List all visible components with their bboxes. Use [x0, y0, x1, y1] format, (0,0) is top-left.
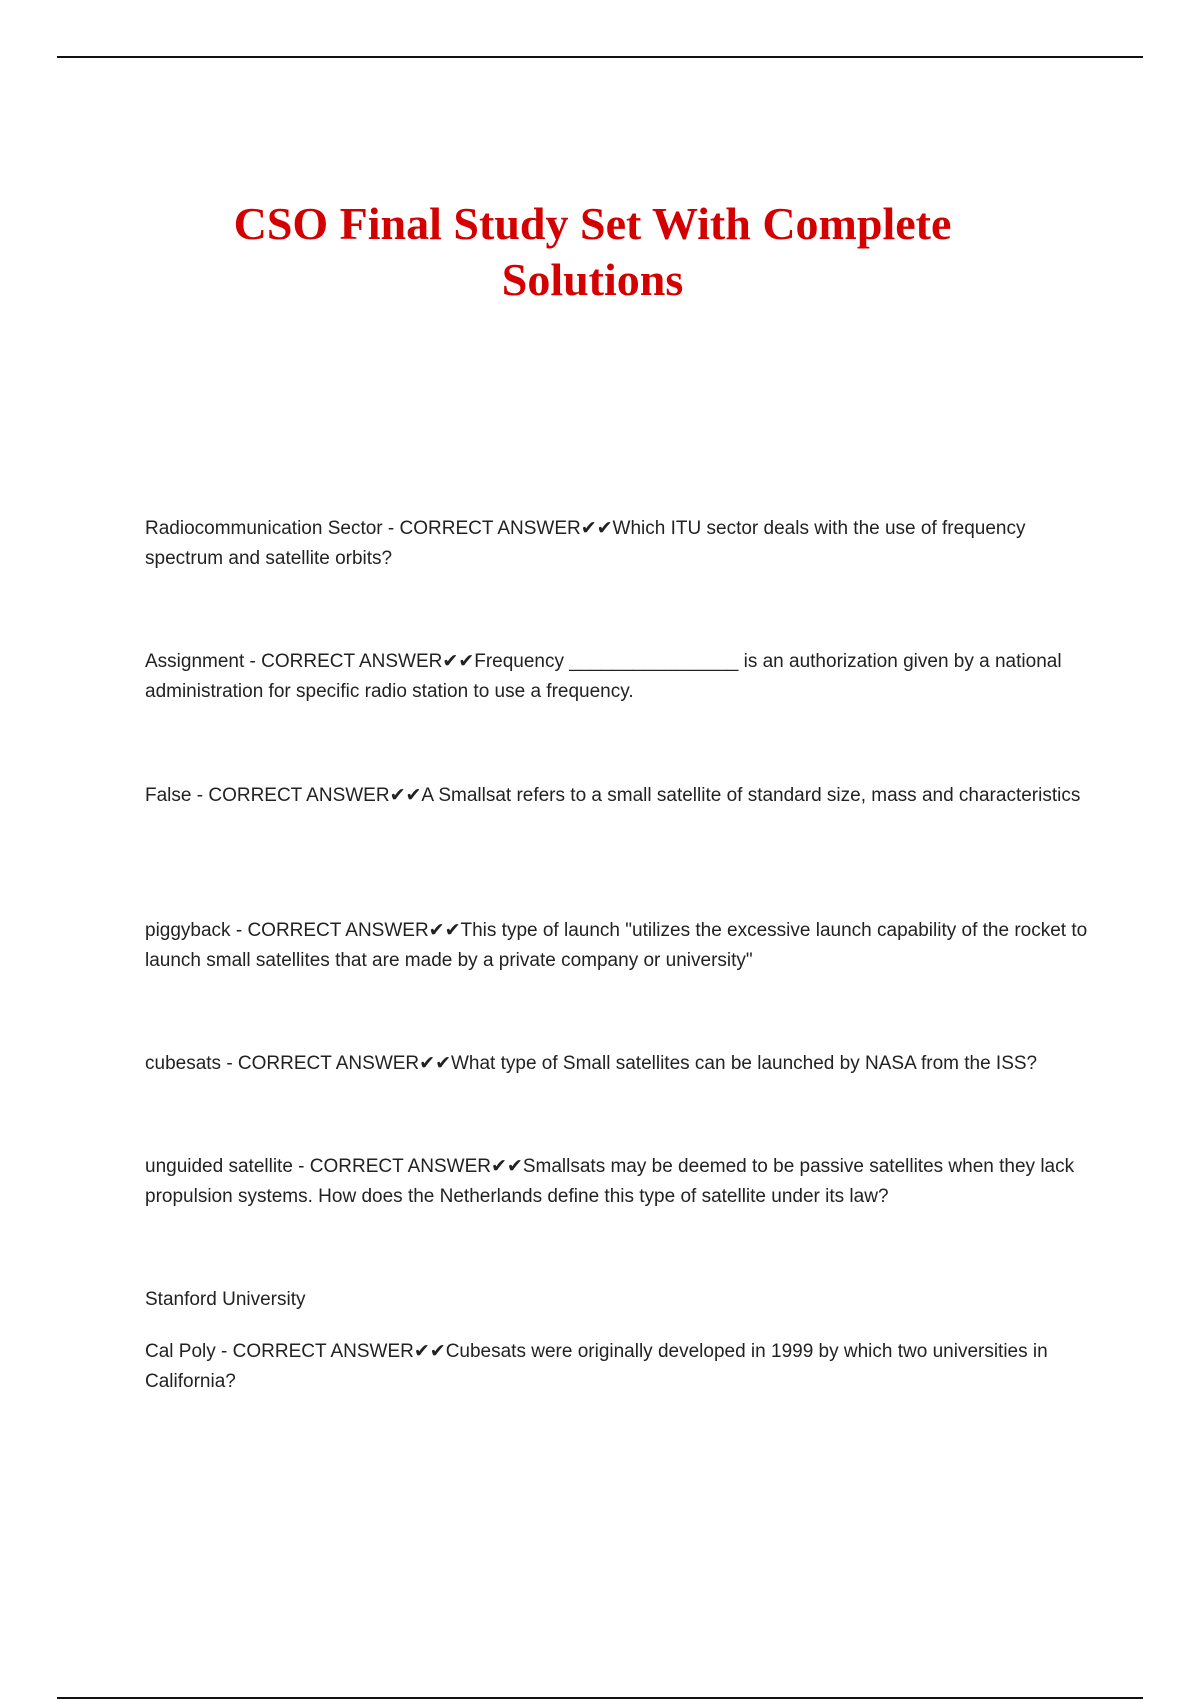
qa-entry: piggyback - CORRECT ANSWER✔✔This type of launch "utilizes the excessive launch capability of the rocket to launch small satellites that are made by a private company or university" [145, 920, 1088, 971]
qa-entry: Radiocommunication Sector - CORRECT ANSWER✔✔Which ITU sector deals with the use of frequency spectrum and satellite orbits? [145, 518, 1026, 569]
footer-rule [57, 1697, 1143, 1699]
qa-entry: unguided satellite - CORRECT ANSWER✔✔Smallsats may be deemed to be passive satellites when they lack propulsion systems. How does the Netherlands define this type of satellite under its law? [145, 1156, 1075, 1207]
document-title: CSO Final Study Set With Complete Solutions [233, 198, 952, 305]
qa-entry: Cal Poly - CORRECT ANSWER✔✔Cubesats were originally developed in 1999 by which two universities in California? [145, 1341, 1048, 1392]
qa-entry: cubesats - CORRECT ANSWER✔✔What type of Small satellites can be launched by NASA from the ISS? [145, 1053, 1038, 1074]
header-rule [57, 56, 1143, 58]
qa-entry: Stanford University [145, 1289, 306, 1310]
qa-entry: False - CORRECT ANSWER✔✔A Smallsat refers to a small satellite of standard size, mass and characteristics [145, 785, 1081, 806]
qa-entry: Assignment - CORRECT ANSWER✔✔Frequency ________________ is an authorization given by a national administration for specific radio station to use a frequency. [145, 651, 1062, 702]
